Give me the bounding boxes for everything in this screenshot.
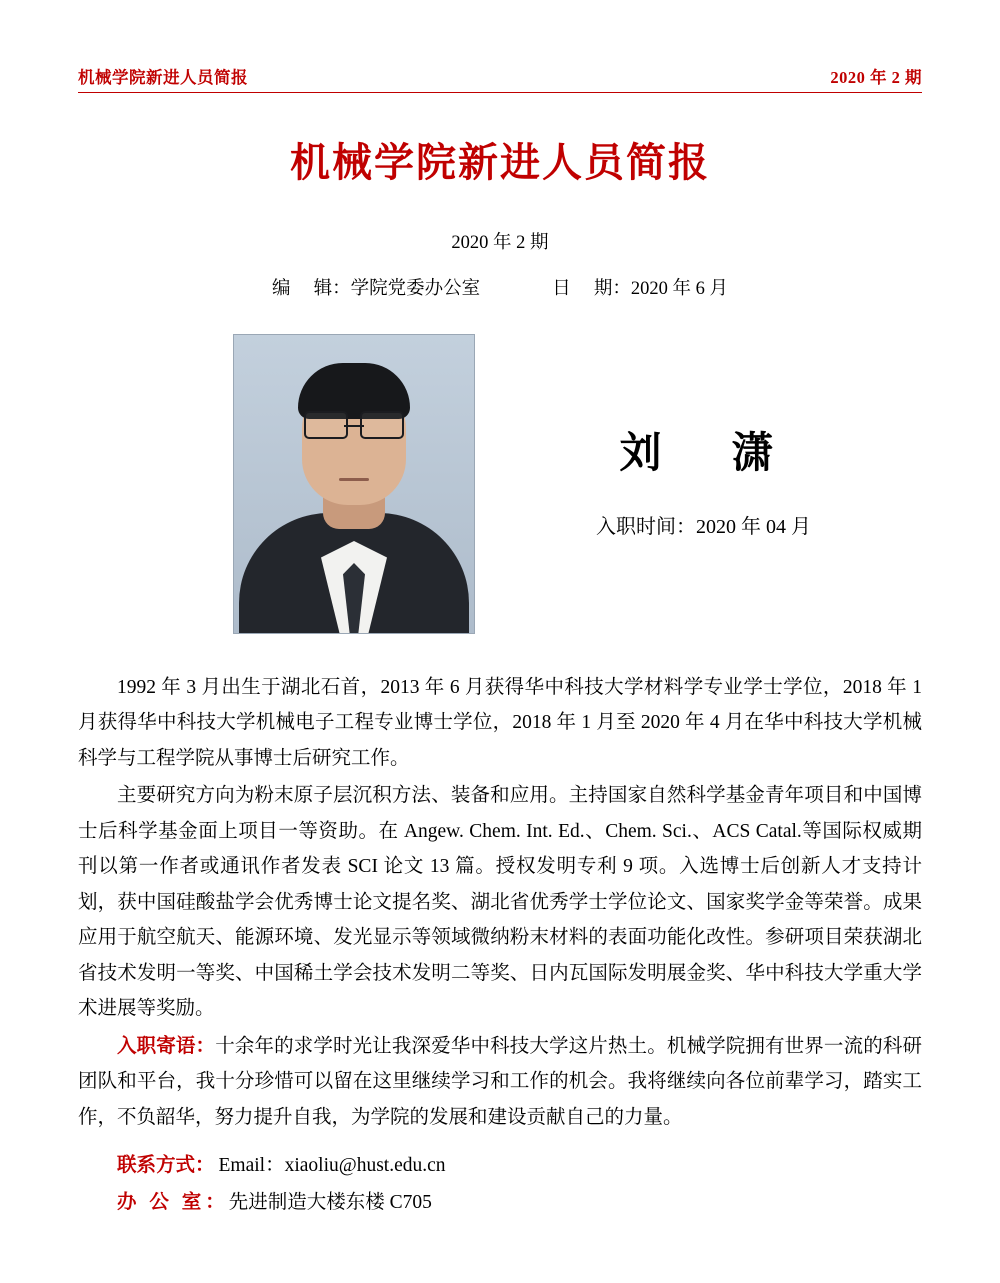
date-text: 日 期：2020 年 6 月 xyxy=(552,279,728,299)
portrait-photo xyxy=(233,334,475,634)
paragraph-research: 主要研究方向为粉末原子层沉积方法、装备和应用。主持国家自然科学基金青年项目和中国博士后科学基金面上项目一等资助。在 Angew. Chem. Int. Ed.、Chem. Sci.、ACS Catal.等国际权威期刊以第一作者或通讯作者发表 SCI 论文 13 篇。授权发明专利 9 项。入选博士后创新人才支持计划，获中国硅酸盐学会优秀博士论文提名奖、湖北省优秀学士学位论文、国家奖学金等荣誉。成果应用于航空航天、能源环境、发光显示等领域微纳粉末材料的表面功能化改性。参研项目荣获湖北省技术发明一等奖、中国稀土学会技术发明二等奖、日内瓦国际发明展金奖、华中科技大学重大学术进展等奖励。 xyxy=(78,785,922,1020)
person-name: 刘 潇 xyxy=(619,431,788,477)
message-text: 十余年的求学时光让我深爱华中科技大学这片热土。机械学院拥有世界一流的科研团队和平台，我十分珍惜可以留在这里继续学习和工作的机会。我将继续向各位前辈学习，踏实工作，不负韶华，努力提升自我，为学院的发展和建设贡献自己的力量。 xyxy=(78,1035,922,1128)
paragraph-message xyxy=(78,1029,922,1135)
issue-line: 2020 年 2 期 xyxy=(451,233,549,253)
page-title: 机械学院新进人员简报 xyxy=(290,140,710,185)
contact-line xyxy=(78,1147,922,1184)
contact-label: 联系方式： xyxy=(117,1155,215,1177)
photo-mouth xyxy=(339,478,369,481)
contact-value: Email：xiaoliu@hust.edu.cn xyxy=(218,1155,446,1177)
glasses-bridge xyxy=(344,425,364,428)
office-value: 先进制造大楼东楼 C705 xyxy=(228,1192,432,1214)
join-date: 入职时间：2020 年 04 月 xyxy=(596,516,811,538)
meta-line xyxy=(78,274,922,300)
body-text xyxy=(78,670,922,1135)
person-block xyxy=(78,334,922,634)
name-area xyxy=(475,334,922,539)
header-divider xyxy=(78,92,922,93)
paragraph-bio: 1992 年 3 月出生于湖北石首，2013 年 6 月获得华中科技大学材料学专业学士学位，2018 年 1 月获得华中科技大学机械电子工程专业博士学位，2018 年 1 月至 2020 年 4 月在华中科技大学机械科学与工程学院从事博士后研究工作。 xyxy=(78,677,922,769)
office-label: 办 公 室： xyxy=(117,1192,229,1214)
editor-text: 编 辑：学院党委办公室 xyxy=(272,279,481,299)
message-label: 入职寄语： xyxy=(117,1035,216,1057)
office-line xyxy=(78,1184,922,1221)
header-right-text: 2020 年 2 期 xyxy=(830,68,922,87)
header-left-text: 机械学院新进人员简报 xyxy=(78,68,248,87)
running-header xyxy=(78,0,922,88)
